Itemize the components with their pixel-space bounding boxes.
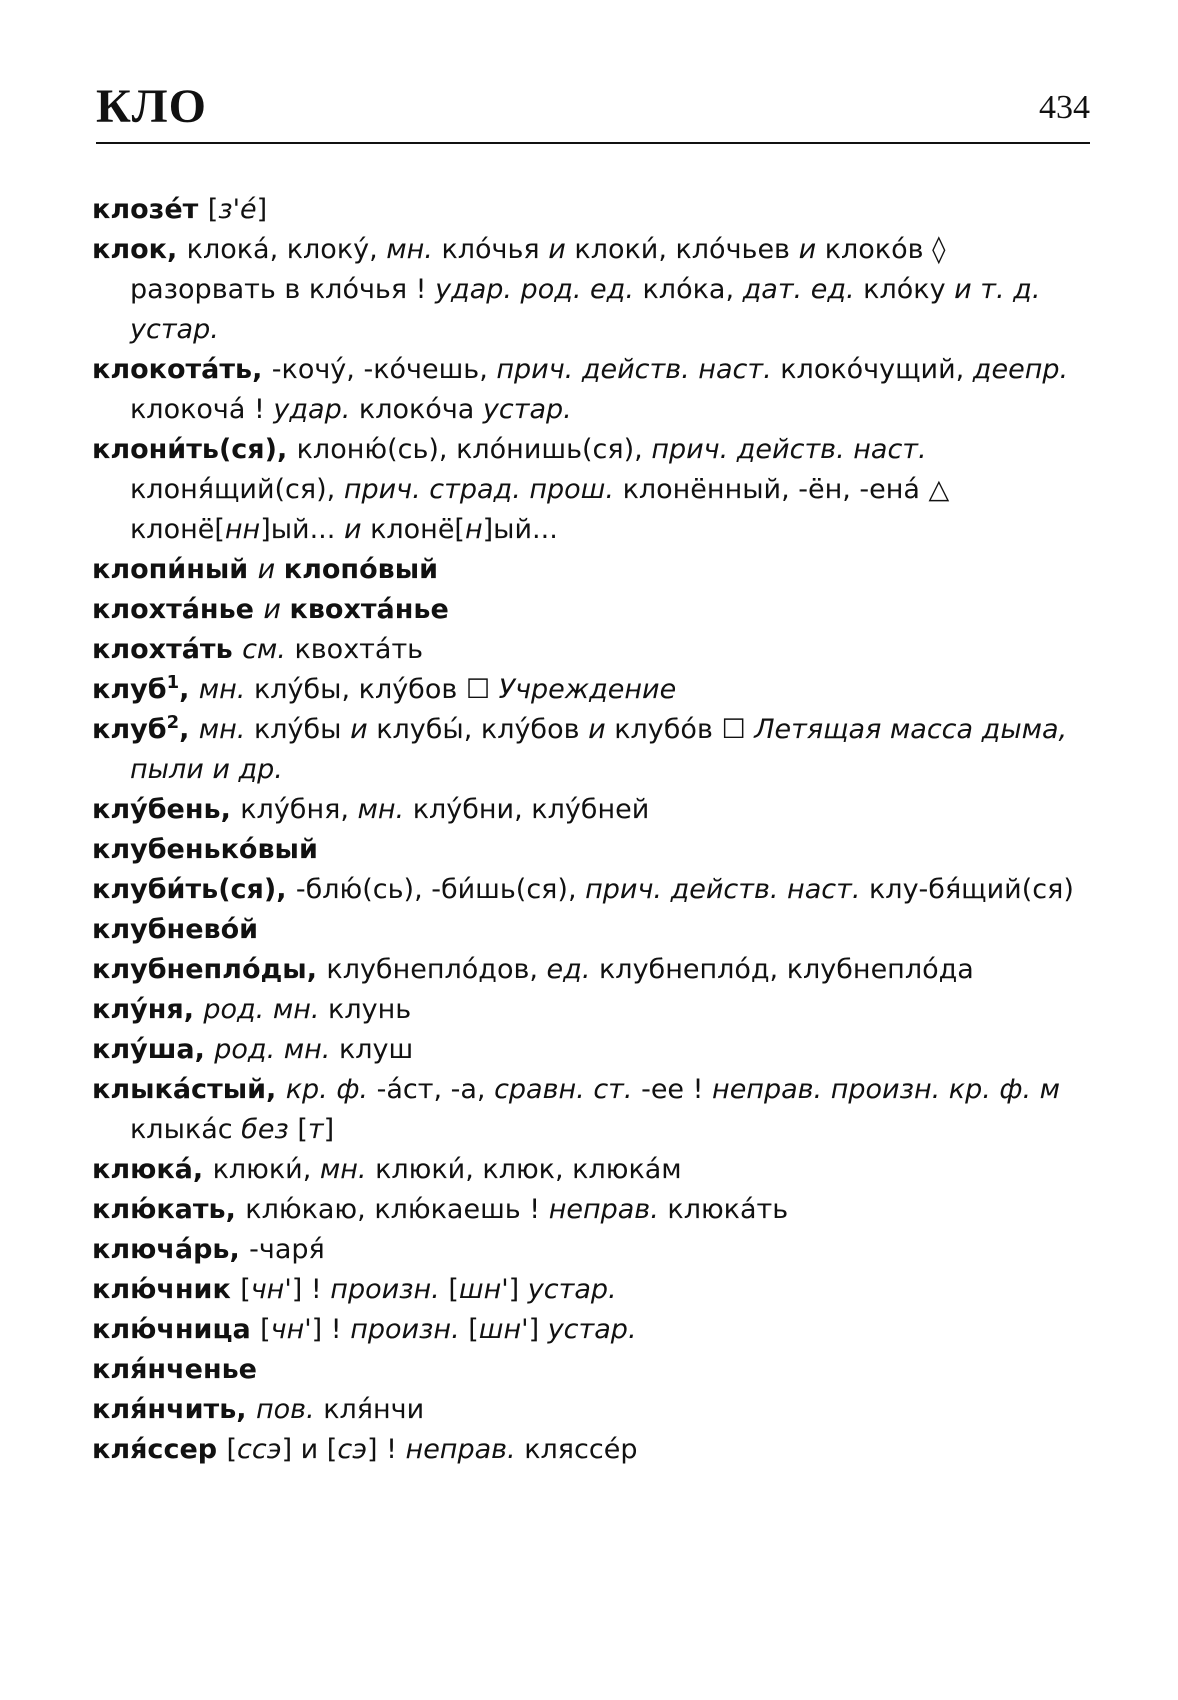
grammar-note: прич. действ. наст. <box>651 434 927 465</box>
entry-text: клуш <box>338 1034 414 1065</box>
headword: клозе́т <box>92 194 208 225</box>
entry-text: [ <box>468 1314 479 1345</box>
grammar-note: мн. <box>198 714 254 745</box>
headword: клони́ть(ся), <box>92 434 297 465</box>
homonym-index: 2 <box>166 712 180 733</box>
entry-text: клу-бя́щий(ся) <box>869 874 1074 905</box>
entry-text: -кочу́, -ко́чешь, <box>271 354 497 385</box>
dictionary-entry <box>92 710 1092 790</box>
grammar-note: сравн. ст. <box>494 1074 642 1105</box>
entry-text: [ <box>207 194 219 225</box>
grammar-note: деепр. <box>972 354 1069 385</box>
entry-text: -блю́(сь), -би́шь(ся), <box>295 874 586 905</box>
dictionary-entry <box>92 230 1092 350</box>
headword: клопи́ный <box>92 554 258 585</box>
headword: клю́чница <box>92 1314 261 1345</box>
grammar-note: дат. ед. <box>742 274 864 305</box>
grammar-note: устар. <box>482 394 572 425</box>
entry-text: [ <box>240 1274 251 1305</box>
headword: ключа́рь, <box>92 1234 250 1265</box>
entry-text: клубнепло́д, клубнепло́да <box>599 954 974 985</box>
dictionary-entry <box>92 1350 1092 1390</box>
entry-text: [ <box>297 1114 308 1145</box>
entry-text: клю́каю, клю́каешь ! <box>245 1194 549 1225</box>
headword: клуб <box>92 674 167 705</box>
grammar-note: кр. ф. <box>285 1074 377 1105</box>
entry-text: клоко́ча <box>358 394 483 425</box>
entry-text: клубы́, клу́бов <box>376 714 589 745</box>
entry-text: ' <box>232 194 241 225</box>
grammar-note: мн. <box>319 1154 376 1185</box>
dictionary-entry <box>92 1390 1092 1430</box>
grammar-note: и т. д. устар. <box>130 274 1041 345</box>
grammar-note: чн <box>270 1314 305 1345</box>
headword: кля́нченье <box>92 1354 257 1385</box>
grammar-note: и <box>548 234 575 265</box>
headword: клыка́стый, <box>92 1074 286 1105</box>
grammar-note: устар. <box>547 1314 637 1345</box>
entry-text: клыка́с <box>130 1114 242 1145</box>
grammar-note: и <box>798 234 825 265</box>
headword: клу́бень, <box>92 794 241 825</box>
headword: клуб <box>92 714 167 745</box>
dictionary-entry <box>92 830 1092 870</box>
headword: клюка́, <box>92 1154 213 1185</box>
entry-text: [ <box>448 1274 459 1305</box>
dictionary-entry <box>92 950 1092 990</box>
headword: клубенько́вый <box>92 834 318 865</box>
entry-text: клока́, клоку́, <box>186 234 387 265</box>
grammar-note: нн <box>224 514 261 545</box>
dictionary-entry <box>92 430 1092 550</box>
page-header <box>96 80 1090 144</box>
grammar-note: прич. страд. прош. <box>343 474 623 505</box>
dictionary-entry <box>92 1070 1092 1150</box>
headword: клок, <box>92 234 187 265</box>
grammar-note: и <box>263 594 290 625</box>
entry-text: клу́бы <box>253 714 351 745</box>
entry-text: кло́чья <box>441 234 549 265</box>
page-number: 434 <box>1039 89 1090 126</box>
headword: кля́ссер <box>92 1434 227 1465</box>
grammar-note: сэ <box>337 1434 368 1465</box>
grammar-note: ссэ <box>237 1434 282 1465</box>
headword: кля́нчить, <box>92 1394 256 1425</box>
dictionary-entry <box>92 350 1092 430</box>
entry-text: ]ый... <box>260 514 344 545</box>
entry-text: клокоча́ ! <box>130 394 274 425</box>
grammar-note: шн <box>458 1274 502 1305</box>
dictionary-entry <box>92 1230 1092 1270</box>
grammar-note: и <box>588 714 615 745</box>
headword: клубнево́й <box>92 914 259 945</box>
headword: клю́чник <box>92 1274 241 1305</box>
entry-text: [ <box>226 1434 238 1465</box>
entry-text: клунь <box>328 994 412 1025</box>
entry-text: клюки́, клюк, клюка́м <box>375 1154 682 1185</box>
headword: клубнепло́ды, <box>92 954 327 985</box>
grammar-note: и <box>257 554 284 585</box>
grammar-note: и <box>343 514 371 545</box>
dictionary-entry <box>92 550 1092 590</box>
grammar-note: н <box>464 514 483 545</box>
grammar-note: т <box>307 1114 324 1145</box>
entry-text: '] ! <box>284 1274 331 1305</box>
dictionary-entry <box>92 1270 1092 1310</box>
entry-text: клюка́ть <box>667 1194 789 1225</box>
grammar-note: пов. <box>255 1394 324 1425</box>
headword: квохта́нье <box>289 594 449 625</box>
entry-text: ] <box>323 1114 335 1145</box>
grammar-note: произн. <box>330 1274 449 1305</box>
grammar-note: прич. действ. наст. <box>496 354 781 385</box>
headword: клопо́вый <box>283 554 439 585</box>
headword: клокота́ть, <box>92 354 272 385</box>
grammar-note: и <box>350 714 377 745</box>
dictionary-entry <box>92 190 1092 230</box>
headword: клохта́нье <box>92 594 264 625</box>
entry-text: клу́бня, <box>240 794 358 825</box>
entry-text: клоки́, кло́чьев <box>574 234 799 265</box>
grammar-note: без <box>241 1114 298 1145</box>
grammar-note: удар. <box>273 394 359 425</box>
entry-text: ] <box>256 194 268 225</box>
grammar-note: удар. род. ед. <box>435 274 643 305</box>
entry-text: ] и [ <box>281 1434 338 1465</box>
entry-text: ] ! <box>367 1434 406 1465</box>
dictionary-entry <box>92 870 1092 910</box>
entry-text: кло́ку <box>863 274 955 305</box>
entry-text: '] <box>521 1314 548 1345</box>
entry-text: '] ! <box>304 1314 351 1345</box>
grammar-note: неправ. <box>548 1194 668 1225</box>
entry-text: клу́бы, клу́бов ☐ <box>253 674 499 705</box>
headword: клу́ня, <box>92 994 204 1025</box>
headword: клохта́ть <box>92 634 243 665</box>
entry-text: кло́ка, <box>642 274 743 305</box>
grammar-note: устар. <box>527 1274 617 1305</box>
dictionary-entry <box>92 1030 1092 1070</box>
dictionary-entry <box>92 1150 1092 1190</box>
entry-text: клюки́, <box>212 1154 320 1185</box>
grammar-note: чн <box>250 1274 285 1305</box>
entry-text: квохта́ть <box>294 634 424 665</box>
entry-text: клоко́в ◊ разорвать в кло́чья ! <box>130 234 946 305</box>
entry-text: клоню́(сь), кло́нишь(ся), <box>296 434 652 465</box>
headword: , <box>179 714 199 745</box>
grammar-note: неправ. произн. кр. ф. м <box>712 1074 1060 1105</box>
dictionary-entry <box>92 670 1092 710</box>
grammar-note: мн. <box>357 794 413 825</box>
homonym-index: 1 <box>166 672 180 693</box>
grammar-note: род. мн. <box>203 994 329 1025</box>
grammar-note: ед. <box>546 954 599 985</box>
entry-list <box>92 190 1092 1470</box>
dictionary-entry <box>92 990 1092 1030</box>
grammar-note: см. <box>242 634 295 665</box>
grammar-note: прич. действ. наст. <box>585 874 869 905</box>
dictionary-entry <box>92 630 1092 670</box>
entry-text: клубо́в ☐ <box>614 714 755 745</box>
grammar-note: неправ. <box>405 1434 525 1465</box>
entry-text: '] <box>501 1274 528 1305</box>
grammar-note: Учреждение <box>498 674 677 705</box>
headword: клю́кать, <box>92 1194 246 1225</box>
dictionary-entry <box>92 910 1092 950</box>
grammar-note: шн <box>478 1314 522 1345</box>
dictionary-entry <box>92 590 1092 630</box>
headword: клу́ша, <box>92 1034 215 1065</box>
entry-text: [ <box>260 1314 271 1345</box>
grammar-note: з <box>218 194 233 225</box>
entry-text: -чаря́ <box>249 1234 325 1265</box>
dictionary-entry <box>92 790 1092 830</box>
entry-text: клоня́щий(ся), <box>130 474 344 505</box>
grammar-note: мн. <box>198 674 254 705</box>
grammar-note: е́ <box>240 194 257 225</box>
entry-text: клоко́чущий, <box>780 354 973 385</box>
grammar-note: мн. <box>386 234 442 265</box>
entry-text: клу́бни, клу́бней <box>412 794 650 825</box>
entry-text: кляссе́р <box>524 1434 638 1465</box>
grammar-note: Летящая масса дыма, пыли и др. <box>130 714 1068 785</box>
entry-text: ]ый... <box>482 514 558 545</box>
dictionary-entry <box>92 1430 1092 1470</box>
entry-text: -а́ст, -а, <box>376 1074 495 1105</box>
entry-text: кля́нчи <box>323 1394 425 1425</box>
dictionary-entry <box>92 1190 1092 1230</box>
entry-text: клонённый, -ён, -ена́ △ клонё[ <box>130 474 950 545</box>
running-head-word: КЛО <box>96 80 207 133</box>
entry-text: -ее ! <box>641 1074 713 1105</box>
entry-text: клонё[ <box>370 514 465 545</box>
dictionary-entry <box>92 1310 1092 1350</box>
grammar-note: произн. <box>350 1314 469 1345</box>
headword: клуби́ть(ся), <box>92 874 296 905</box>
entry-text: клубнепло́дов, <box>326 954 547 985</box>
headword: , <box>179 674 199 705</box>
grammar-note: род. мн. <box>214 1034 339 1065</box>
